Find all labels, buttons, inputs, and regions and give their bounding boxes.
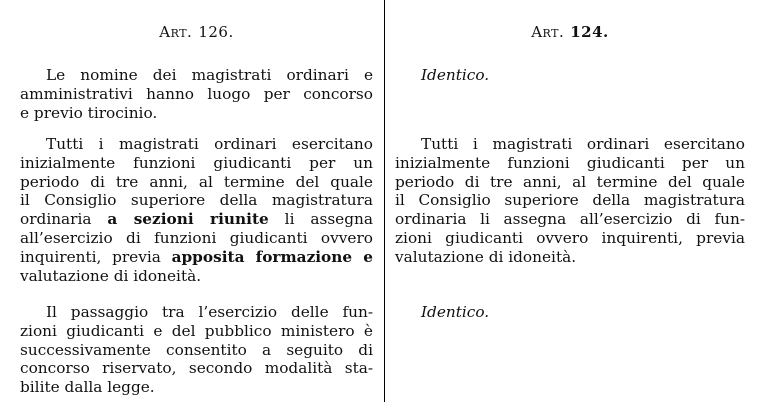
text-line: amministrativi hanno luogo per concorso <box>20 84 373 103</box>
text-line: valutazione di idoneità. <box>20 266 202 285</box>
text-segment: ordinaria <box>20 210 92 229</box>
text-line: periodo di tre anni, al termine del quale <box>395 172 745 191</box>
text-line: Il passaggio tra l’esercizio delle fun- <box>46 303 373 321</box>
left-paragraph-3 <box>20 303 373 397</box>
left-article-label: Art. <box>159 23 193 41</box>
text-line: zioni giudicanti ovvero inquirenti, previa <box>395 228 745 247</box>
text-line: il Consiglio superiore della magistratura <box>395 191 745 210</box>
text-line <box>20 210 373 229</box>
right-column <box>395 0 745 402</box>
text-segment: inquirenti, previa <box>20 247 161 266</box>
text-line: e previo tirocinio. <box>20 103 158 122</box>
left-paragraph-1 <box>20 66 373 122</box>
text-segment: li assegna <box>284 210 373 229</box>
text-line: all’esercizio di funzioni giudicanti ovvero <box>20 228 373 247</box>
identico-text: Identico. <box>421 66 490 84</box>
text-line: inizialmente funzioni giudicanti per un <box>20 153 373 172</box>
text-line: periodo di tre anni, al termine del quale <box>20 172 373 191</box>
text-line: valutazione di idoneità. <box>395 247 577 266</box>
left-column <box>20 0 373 402</box>
text-line <box>20 248 373 267</box>
left-paragraph-2 <box>20 135 373 285</box>
text-line: Tutti i magistrati ordinari esercitano <box>46 135 373 153</box>
left-article-heading <box>20 23 373 41</box>
right-paragraph-2 <box>395 135 745 267</box>
right-paragraph-3 <box>395 303 745 322</box>
text-line: Le nomine dei magistrati ordinari e <box>46 66 373 84</box>
text-line: concorso riservato, secondo modalità sta- <box>20 359 373 378</box>
text-line: ordinaria li assegna all’esercizio di fun- <box>395 210 745 229</box>
right-article-heading <box>395 23 745 41</box>
right-paragraph-1 <box>395 66 745 85</box>
amendment-bold-text: apposita formazione e <box>171 247 373 266</box>
amendment-bold-text: a sezioni riunite <box>107 210 269 229</box>
right-article-label: Art. <box>531 23 565 41</box>
text-line: bilite dalla legge. <box>20 378 155 397</box>
identico-text: Identico. <box>421 303 490 321</box>
text-line: inizialmente funzioni giudicanti per un <box>395 153 745 172</box>
right-article-number: 124. <box>570 23 609 41</box>
column-divider <box>384 0 385 402</box>
text-line: Tutti i magistrati ordinari esercitano <box>421 135 745 153</box>
text-line: successivamente consentito a seguito di <box>20 340 373 359</box>
text-line: zioni giudicanti e del pubblico ministero è <box>20 321 373 340</box>
left-article-number: 126. <box>198 23 234 41</box>
text-line: il Consiglio superiore della magistratura <box>20 191 373 210</box>
